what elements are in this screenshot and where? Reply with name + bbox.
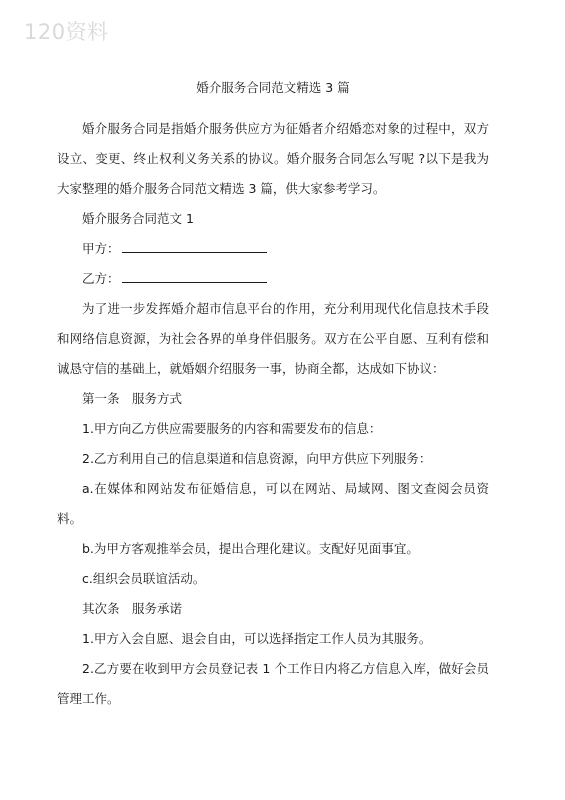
document-page (57, 78, 489, 714)
clause-2b: b.为甲方客观推举会员，提出合理化建议。支配好见面事宜。 (82, 541, 419, 556)
party-a-blank (122, 240, 267, 253)
section-title: 婚介服务合同范文 1 (82, 211, 194, 226)
party-b-label: 乙方： (82, 271, 120, 286)
party-b-blank (122, 270, 267, 283)
clause-2a: a.在媒体和网站发布征婚信息，可以在网站、局域网、图文查阅会员资料。 (57, 481, 489, 526)
party-a-label: 甲方： (82, 241, 120, 256)
clause-2: 2.乙方利用自己的信息渠道和信息资源，向甲方供应下列服务： (82, 451, 432, 466)
preamble-paragraph: 为了进一步发挥婚介超市信息平台的作用，充分利用现代化信息技术手段和网络信息资源，为社会各界的单身伴侣服务。双方在公平自愿、互利有偿和诚恳守信的基础上，就婚姻介绍服务一事，协商全都，达成如下协议： (57, 301, 489, 376)
watermark: 120资料 (24, 20, 109, 44)
article1-title: 第一条 服务方式 (82, 391, 183, 406)
document-title: 婚介服务合同范文精选 3 篇 (196, 80, 350, 95)
party-a-line (57, 234, 489, 264)
intro-paragraph: 婚介服务合同是指婚介服务供应方为征婚者介绍婚恋对象的过程中，双方设立、变更、终止权利义务关系的协议。婚介服务合同怎么写呢 ?以下是我为大家整理的婚介服务合同范文精选 3 篇，供大家参考学习。 (57, 121, 489, 196)
party-b-line (57, 264, 489, 294)
article2-title: 其次条 服务承诺 (82, 601, 183, 616)
clause-2c: c.组织会员联谊活动。 (82, 571, 206, 586)
clause-1: 1.甲方向乙方供应需要服务的内容和需要发布的信息： (82, 421, 382, 436)
clause-3: 1.甲方入会自愿、退会自由，可以选择指定工作人员为其服务。 (82, 631, 432, 646)
clause-4: 2.乙方要在收到甲方会员登记表 1 个工作日内将乙方信息入库，做好会员管理工作。 (57, 661, 489, 706)
